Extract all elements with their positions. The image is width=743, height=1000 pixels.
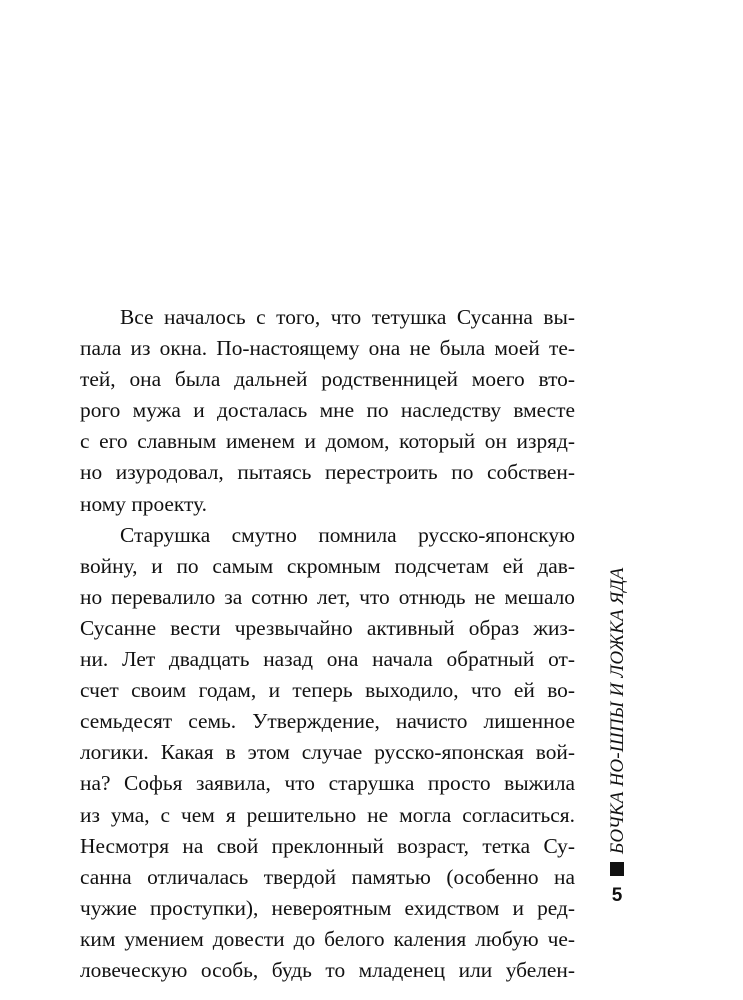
text-line: рого мужа и досталась мне по наследству вместе xyxy=(80,398,575,423)
text-line: логики. Какая в этом случае русско-японская вой- xyxy=(80,740,575,765)
text-line: войну, и по самым скромным подсчетам ей дав- xyxy=(80,553,575,578)
text-line: Несмотря на свой преклонный возраст, тетка Су- xyxy=(80,833,575,858)
square-marker-icon xyxy=(610,862,624,876)
text-line: с его славным именем и домом, который он изряд- xyxy=(80,429,575,454)
text-line: ному проекту. xyxy=(80,491,207,516)
text-line: пала из окна. По-настоящему она не была моей те- xyxy=(80,336,575,361)
text-line: ни. Лет двадцать назад она начала обратный от- xyxy=(80,647,575,672)
text-line: из ума, с чем я решительно не могла согласиться. xyxy=(80,802,575,827)
text-line: Все началось с того, что тетушка Сусанна вы- xyxy=(120,305,575,329)
text-line: семьдесят семь. Утверждение, начисто лишенное xyxy=(80,709,575,734)
text-line: счет своим годам, и теперь выходило, что ей во- xyxy=(80,678,575,703)
text-line: тей, она была дальней родственницей моего вто- xyxy=(80,367,575,392)
running-title: БОЧКА НО-ШПЫ И ЛОЖКА ЯДА xyxy=(607,567,628,854)
text-line: но перевалило за сотню лет, что отнюдь не мешало xyxy=(80,584,575,609)
text-line: санна отличалась твердой памятью (особенно на xyxy=(80,864,575,889)
text-line: Старушка смутно помнила русско-японскую xyxy=(120,522,575,547)
text-line: но изуродовал, пытаясь перестроить по собствен- xyxy=(80,460,575,485)
body-text xyxy=(80,302,575,986)
page-number: 5 xyxy=(611,885,623,906)
text-line: чужие проступки), невероятным ехидством и ред- xyxy=(80,895,575,920)
text-line: ловеческую особь, будь то младенец или убелен- xyxy=(80,957,575,982)
text-line: на? Софья заявила, что старушка просто выжила xyxy=(80,771,575,796)
text-line: ким умением довести до белого каления любую че- xyxy=(80,926,575,951)
text-line: Сусанне вести чрезвычайно активный образ жиз- xyxy=(80,615,575,640)
